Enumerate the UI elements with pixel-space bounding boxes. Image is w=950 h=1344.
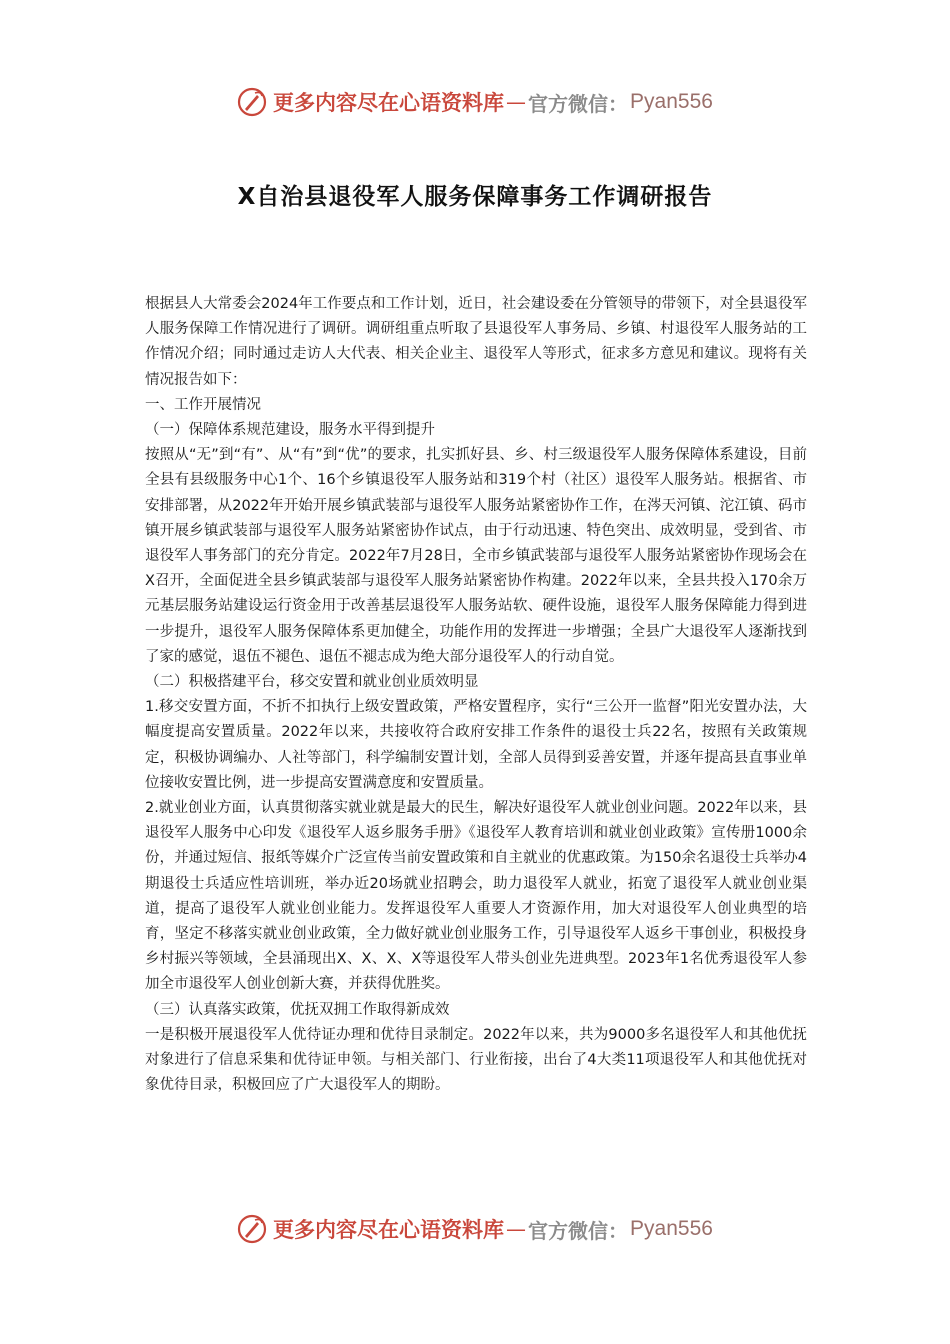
document-title: X自治县退役军人服务保障事务工作调研报告 [237,184,713,210]
heading-subsection-1: （一）保障体系规范建设，服务水平得到提升 [145,422,435,439]
heading-subsection-3: （三）认真落实政策，优抚双拥工作取得新成效 [145,1001,450,1018]
banner-wechat-id: Pyan556 [630,90,713,113]
banner-site-text: 更多内容尽在心语资料库 [273,1217,505,1242]
paragraph-subsection-1: 按照从“无”到“有”、从“有”到“优”的要求，扎实抓好县、乡、村三级退役军人服务保障体系建设，目前全县有县级服务中心1个、16个乡镇退役军人服务站和319个村（社区）退役军人服务站。根据省、市安排部署，从2022年开始开展乡镇武装部与退役军人服务站紧密协作工作，在涔天河镇、沱江镇、码市镇开展乡镇武装部与退役军人服务站紧密协作试点，由于行动迅速、特色突出、成效明显，受到省、市退役军人事务部门的充分肯定。2022年7月28日，全市乡镇武装部与退役军人服务站紧密协作现场会在X召开，全面促进全县乡镇武装部与退役军人服务站紧密协作构建。2022年以来，全县共投入170余万元基层服务站建设运行资金用于改善基层退役军人服务站软、硬件设施，退役军人服务保障能力得到进一步提升，退役军人服务保障体系更加健全，功能作用的发挥进一步增强；全县广大退役军人逐渐找到了家的感觉，退伍不褪色、退伍不褪志成为绝大部分退役军人的行动自觉。 [145,447,807,665]
banner-label-text: 官方微信： [528,91,629,116]
banner-dash: — [506,90,527,114]
paragraph-placement: 1.移交安置方面，不折不扣执行上级安置政策，严格安置程序，实行“三公开一监督”阳光安置办法，大幅度提高安置质量。2022年以来，共接收符合政府安排工作条件的退役士兵22名，按照有关政策规定，积极协调编办、人社等部门，科学编制安置计划，全部人员得到妥善安置，并逐年提高县直事业单位接收安置比例，进一步提高安置满意度和安置质量。 [145,699,807,791]
quill-logo-icon [237,1214,267,1244]
header-watermark-banner [0,80,950,124]
paragraph-employment: 2.就业创业方面，认真贯彻落实就业就是最大的民生，解决好退役军人就业创业问题。2022年以来，县退役军人服务中心印发《退役军人返乡服务手册》《退役军人教育培训和就业创业政策》宣传册1000余份，并通过短信、报纸等媒介广泛宣传当前安置政策和自主就业的优惠政策。为150余名退役士兵举办4期退役士兵适应性培训班，举办近20场就业招聘会，助力退役军人就业，拓宽了退役军人就业创业渠道，提高了退役军人就业创业能力。发挥退役军人重要人才资源作用，加大对退役军人创业典型的培育，坚定不移落实就业创业政策，全力做好就业创业服务工作，引导退役军人返乡干事创业，积极投身乡村振兴等领域，全县涌现出X、X、X、X等退役军人带头创业先进典型。2023年1名优秀退役军人参加全市退役军人创业创新大赛，并获得优胜奖。 [145,800,807,993]
banner-wechat-id: Pyan556 [630,1217,713,1240]
banner-site-text: 更多内容尽在心语资料库 [273,90,505,115]
quill-logo-icon [237,87,267,117]
footer-watermark-banner [0,1207,950,1251]
paragraph-intro: 根据县人大常委会2024年工作要点和工作计划，近日，社会建设委在分管领导的带领下，对全县退役军人服务保障工作情况进行了调研。调研组重点听取了县退役军人事务局、乡镇、村退役军人服务站的工作情况介绍；同时通过走访人大代表、相关企业主、退役军人等形式，征求多方意见和建议。现将有关情况报告如下： [145,296,807,388]
heading-subsection-2: （二）积极搭建平台，移交安置和就业创业质效明显 [145,674,479,691]
heading-section-1: 一、工作开展情况 [145,396,261,413]
banner-label-text: 官方微信： [528,1218,629,1243]
document-body [145,292,807,1099]
paragraph-preferential: 一是积极开展退役军人优待证办理和优待目录制定。2022年以来，共为9000多名退役军人和其他优抚对象进行了信息采集和优待证申领。与相关部门、行业衔接，出台了4大类11项退役军人和其他优抚对象优待目录，积极回应了广大退役军人的期盼。 [145,1026,807,1094]
banner-dash: — [506,1217,527,1241]
